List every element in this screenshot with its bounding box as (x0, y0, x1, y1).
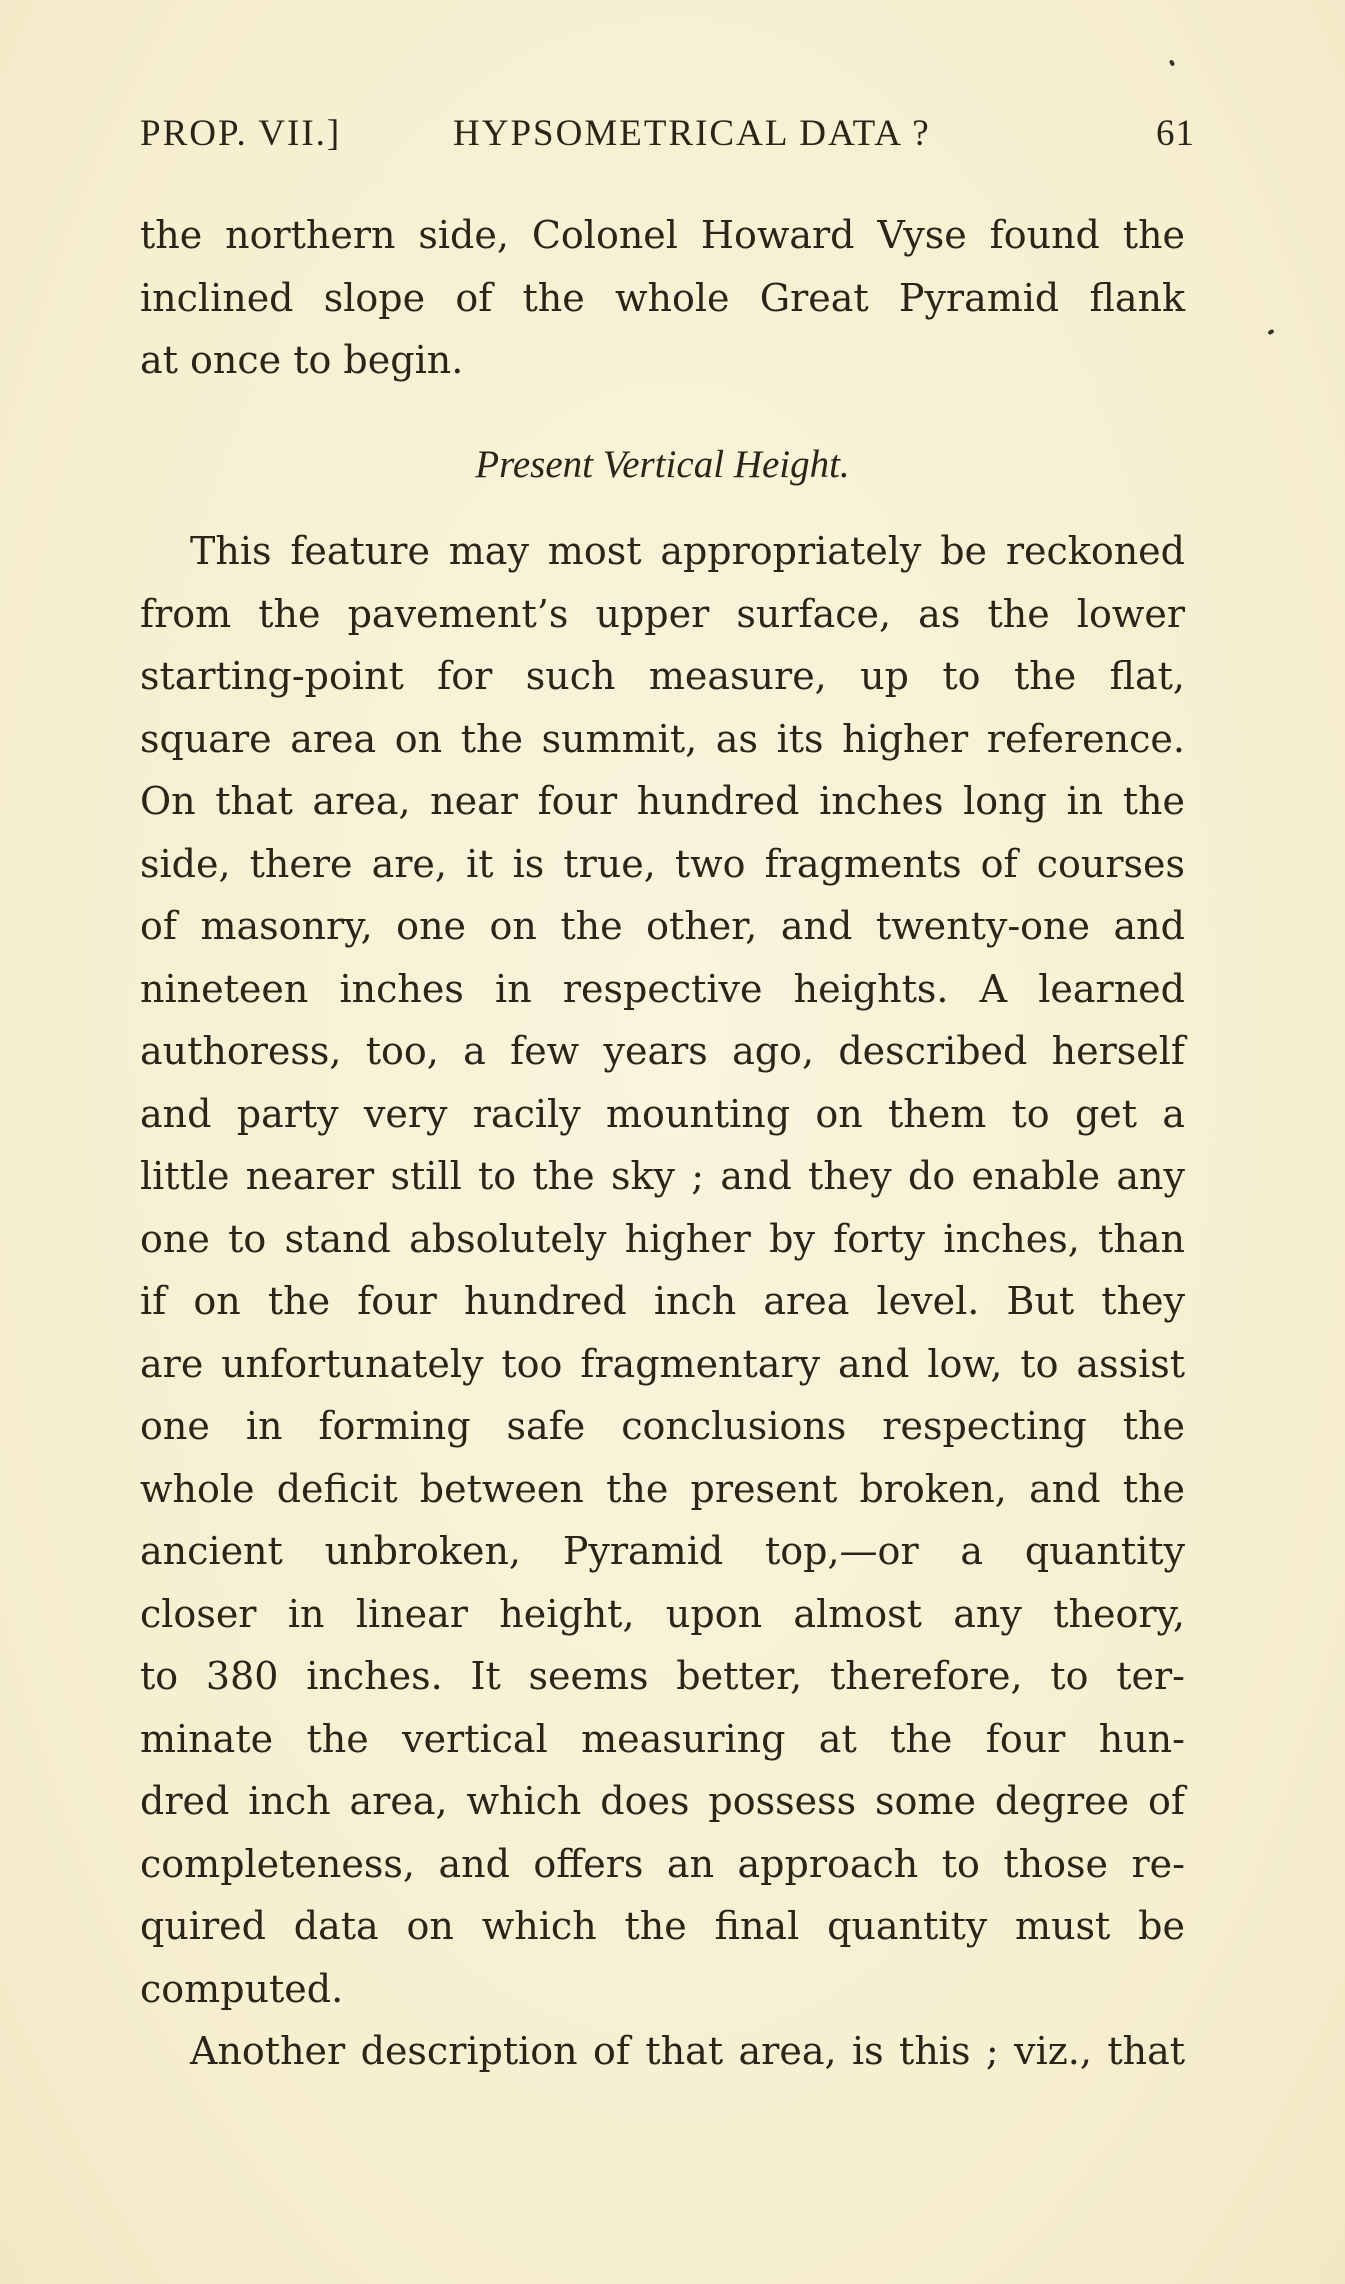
running-head-title: HYPSOMETRICAL DATA ? (453, 113, 931, 154)
text-line: quired data on which the final quantity must be (140, 1904, 1185, 1948)
text-line: the northern side, Colonel Howard Vyse found the (140, 213, 1185, 257)
continuation-paragraph (140, 204, 1185, 392)
text-line: are unfortunately too fragmentary and low, to assist (140, 1341, 1185, 1386)
text-line: ancient unbroken, Pyramid top,—or a quantity (140, 1529, 1185, 1573)
text-line: On that area, near four hundred inches long in the (140, 779, 1185, 823)
text-line: square area on the summit, as its higher reference. (140, 716, 1185, 761)
text-line: nineteen inches in respective heights. A learned (140, 966, 1185, 1011)
text-line: whole deficit between the present broken, and the (140, 1466, 1185, 1511)
text-line: minate the vertical measuring at the four hun- (140, 1716, 1185, 1761)
text-line: completeness, and offers an approach to those re- (140, 1841, 1185, 1886)
text-line: closer in linear height, upon almost any theory, (140, 1591, 1185, 1636)
text-line: authoress, too, a few years ago, described herself (140, 1029, 1185, 1073)
paper-speck (1267, 329, 1274, 335)
text-line: This feature may most appropriately be reckoned (190, 529, 1185, 573)
text-line: Another description of that area, is this ; viz., that (190, 2029, 1185, 2073)
text-line: one in forming safe conclusions respecting the (140, 1404, 1185, 1448)
paragraph-present-vertical-height (140, 520, 1185, 2020)
text-line: inclined slope of the whole Great Pyramid flank (140, 275, 1185, 320)
text-line: if on the four hundred inch area level. But they (140, 1279, 1185, 1323)
text-line: starting-point for such measure, up to the flat, (140, 654, 1185, 698)
text-line: to 380 inches. It seems better, therefore, to ter- (140, 1654, 1185, 1698)
section-heading: Present Vertical Height. (475, 443, 850, 486)
text-line: from the pavement’s upper surface, as the lower (140, 591, 1185, 636)
text-line: at once to begin. (140, 338, 464, 382)
text-line: little nearer still to the sky ; and they do enable any (140, 1154, 1185, 1198)
running-head-proposition: PROP. VII.] (140, 113, 342, 154)
text-line: one to stand absolutely higher by forty inches, than (140, 1216, 1185, 1261)
paragraph-another-description (140, 2020, 1185, 2083)
text-line: computed. (140, 1966, 344, 2011)
paper-speck (1169, 59, 1175, 66)
running-head (140, 112, 1195, 162)
text-line: and party very racily mounting on them to get a (140, 1091, 1185, 1136)
text-line: dred inch area, which does possess some degree of (140, 1779, 1185, 1823)
text-line: of masonry, one on the other, and twenty-one and (140, 904, 1185, 948)
page-number: 61 (1156, 113, 1195, 154)
text-line: side, there are, it is true, two fragments of courses (140, 841, 1185, 886)
